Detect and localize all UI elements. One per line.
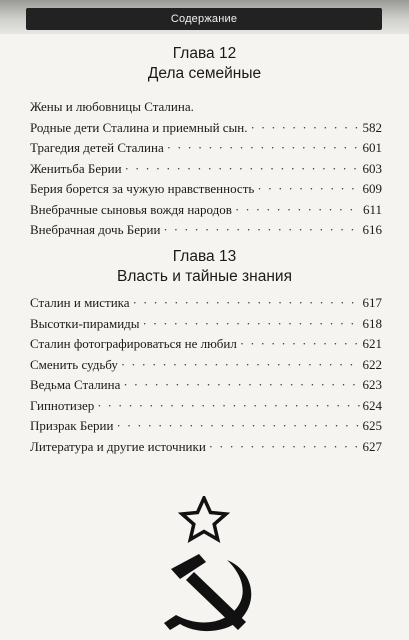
toc-entry[interactable] — [30, 416, 382, 437]
dot-leader — [257, 179, 359, 200]
toc-entry[interactable] — [30, 118, 382, 139]
entry-page: 622 — [362, 356, 382, 372]
star-hammer-sickle-icon — [0, 496, 409, 640]
entry-page: 618 — [362, 315, 382, 331]
dot-leader — [143, 314, 360, 335]
entry-page: 611 — [362, 201, 382, 217]
chapter-title: Власть и тайные знания — [117, 268, 292, 285]
chapter-title: Дела семейные — [147, 65, 262, 82]
entry-title: Высотки-пирамиды — [30, 315, 140, 331]
entry-title: Ведьма Сталина — [30, 377, 121, 392]
toc-entry[interactable] — [30, 220, 382, 241]
entry-page: 627 — [362, 439, 382, 454]
toc-entry[interactable] — [30, 200, 382, 221]
toc-entry[interactable] — [30, 159, 382, 180]
entry-title: Гипнотизер — [30, 397, 95, 413]
entry-page: 616 — [362, 222, 382, 237]
toc-entry[interactable] — [30, 334, 382, 355]
dot-leader — [125, 159, 360, 180]
dot-leader — [97, 396, 359, 417]
entry-title: Литература и другие источники — [30, 439, 206, 454]
entry-title: Жены и любовницы Сталина. — [30, 99, 194, 114]
dot-leader — [133, 293, 360, 314]
dot-leader — [235, 200, 360, 221]
entry-page: 609 — [362, 181, 382, 196]
chapter-number: Глава 12 — [172, 45, 237, 62]
chapter-13-heading — [0, 247, 409, 287]
toc-entry[interactable] — [30, 179, 382, 200]
entry-page: 582 — [362, 119, 382, 135]
entry-page: 625 — [362, 418, 382, 433]
chapter-12-heading — [0, 44, 409, 84]
toc-entry[interactable] — [30, 314, 382, 335]
toc-entry-bibliography[interactable] — [30, 437, 382, 458]
toc-entry[interactable] — [30, 355, 382, 376]
section-title-tab — [26, 8, 382, 30]
dot-leader — [163, 220, 359, 241]
dot-leader — [209, 437, 360, 458]
entry-title: Внебрачные сыновья вождя народов — [30, 201, 232, 217]
dot-leader — [167, 138, 360, 159]
entry-title: Сменить судьбу — [30, 356, 118, 372]
section-title: Содержание — [170, 13, 238, 25]
toc-entry[interactable] — [30, 396, 382, 417]
toc-entry[interactable] — [30, 138, 382, 159]
entry-page: 624 — [362, 397, 382, 413]
entry-page: 603 — [362, 160, 382, 176]
entry-title: Трагедия детей Сталина — [30, 140, 164, 155]
toc-entry[interactable] — [30, 293, 382, 314]
page-header — [0, 0, 409, 34]
entry-title: Сталин и мистика — [30, 295, 130, 310]
toc-entry[interactable] — [30, 97, 382, 118]
toc-entry[interactable] — [30, 375, 382, 396]
entry-title: Родные дети Сталина и приемный сын. — [30, 119, 248, 135]
entry-page: 623 — [362, 377, 382, 392]
entry-page: 617 — [362, 295, 382, 310]
dot-leader — [121, 355, 360, 376]
dot-leader — [240, 334, 360, 355]
entry-title: Призрак Берии — [30, 418, 114, 433]
dot-leader — [123, 375, 359, 396]
dot-leader — [116, 416, 359, 437]
entry-title: Сталин фотографироваться не любил — [30, 336, 237, 351]
entry-title: Берия борется за чужую нравственность — [30, 181, 255, 196]
chapter-12-toc — [30, 97, 382, 241]
dot-leader — [251, 118, 360, 139]
chapter-number: Глава 13 — [172, 248, 237, 265]
bibliography-toc — [30, 437, 382, 458]
entry-page: 601 — [362, 140, 382, 155]
entry-title: Внебрачная дочь Берии — [30, 222, 161, 237]
entry-title: Женитьба Берии — [30, 160, 122, 176]
chapter-13-toc — [30, 293, 382, 437]
entry-page: 621 — [362, 336, 382, 351]
